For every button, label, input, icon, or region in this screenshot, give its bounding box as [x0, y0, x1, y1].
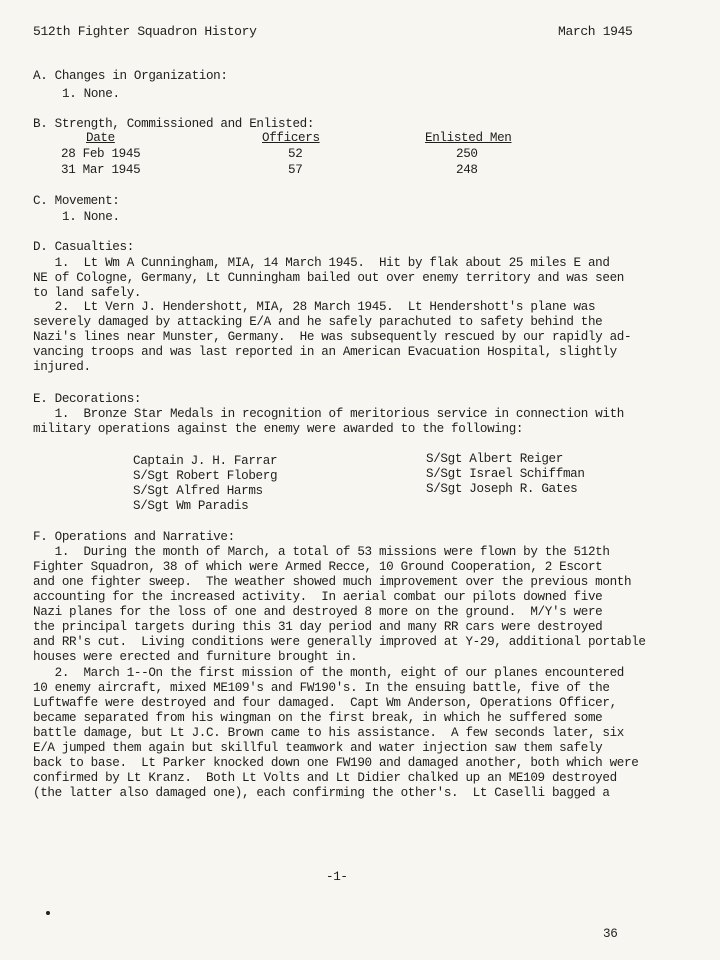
narrative-text-line: and RR's cut. Living conditions were generally improved at Y-29, additional portable	[33, 635, 646, 649]
casualty-text-line: injured.	[33, 360, 91, 374]
narrative-text-line: became separated from his wingman on the first break, in which he suffered some	[33, 711, 603, 725]
narrative-text-line: Fighter Squadron, 38 of which were Armed Recce, 10 Ground Cooperation, 2 Escort	[33, 560, 603, 574]
narrative-text-line: battle damage, but Lt J.C. Brown came to his assistance. A few seconds later, six	[33, 726, 625, 740]
narrative-text-line: E/A jumped them again but skillful teamwork and water injection saw them safely	[33, 741, 603, 755]
narrative-text-line: 2. March 1--On the first mission of the month, eight of our planes encountered	[33, 666, 625, 680]
section-d-heading: D. Casualties:	[33, 240, 134, 254]
strength-row-officers: 52	[288, 147, 303, 161]
section-a-item: 1. None.	[62, 87, 120, 101]
narrative-text-line: back to base. Lt Parker knocked down one FW190 and damaged another, both which were	[33, 756, 639, 770]
narrative-text-line: the principal targets during this 31 day period and many RR cars were destroyed	[33, 620, 603, 634]
casualty-text-line: 1. Lt Wm A Cunningham, MIA, 14 March 1945. Hit by flak about 25 miles E and	[33, 256, 610, 270]
strength-row-officers: 57	[288, 163, 303, 177]
narrative-text-line: 10 enemy aircraft, mixed ME109's and FW190's. In the ensuing battle, five of the	[33, 681, 610, 695]
narrative-text-line: houses were erected and furniture brought in.	[33, 650, 358, 664]
section-b-heading: B. Strength, Commissioned and Enlisted:	[33, 117, 315, 131]
section-a-heading: A. Changes in Organization:	[33, 69, 228, 83]
recipient-name: S/Sgt Wm Paradis	[133, 499, 249, 513]
recipient-name: Captain J. H. Farrar	[133, 454, 278, 468]
casualty-text-line: NE of Cologne, Germany, Lt Cunningham bailed out over enemy territory and was seen	[33, 271, 625, 285]
casualty-text-line: vancing troops and was last reported in an American Evacuation Hospital, slightly	[33, 345, 617, 359]
page-number: 36	[603, 927, 618, 941]
casualty-text-line: 2. Lt Vern J. Hendershott, MIA, 28 March 1945. Lt Hendershott's plane was	[33, 300, 596, 314]
decorations-text-line: 1. Bronze Star Medals in recognition of meritorious service in connection with	[33, 407, 625, 421]
casualty-text-line: to land safely.	[33, 286, 142, 300]
ink-mark	[46, 911, 50, 915]
document-title: 512th Fighter Squadron History	[33, 24, 257, 39]
document-date: March 1945	[558, 24, 633, 39]
narrative-text-line: Luftwaffe were destroyed and four damaged. Capt Wm Anderson, Operations Officer,	[33, 696, 617, 710]
recipient-name: S/Sgt Israel Schiffman	[426, 467, 585, 481]
section-c-item: 1. None.	[62, 210, 120, 224]
section-e-heading: E. Decorations:	[33, 392, 142, 406]
decorations-text-line: military operations against the enemy were awarded to the following:	[33, 422, 524, 436]
strength-column-date: Date	[86, 131, 115, 145]
recipient-name: S/Sgt Albert Reiger	[426, 452, 563, 466]
strength-row-date: 28 Feb 1945	[61, 147, 141, 161]
narrative-text-line: accounting for the increased activity. In aerial combat our pilots downed five	[33, 590, 603, 604]
narrative-text-line: (the latter also damaged one), each confirming the other's. Lt Caselli bagged a	[33, 786, 610, 800]
narrative-text-line: and one fighter sweep. The weather showed much improvement over the previous month	[33, 575, 632, 589]
narrative-text-line: 1. During the month of March, a total of 53 missions were flown by the 512th	[33, 545, 610, 559]
strength-row-enlisted: 248	[456, 163, 478, 177]
narrative-text-line: confirmed by Lt Kranz. Both Lt Volts and Lt Didier chalked up an ME109 destroyed	[33, 771, 617, 785]
recipient-name: S/Sgt Alfred Harms	[133, 484, 263, 498]
casualty-text-line: Nazi's lines near Munster, Germany. He was subsequently rescued by our rapidly ad-	[33, 330, 632, 344]
page-marker: -1-	[326, 870, 348, 884]
strength-column-officers: Officers	[262, 131, 320, 145]
section-c-heading: C. Movement:	[33, 194, 120, 208]
strength-row-date: 31 Mar 1945	[61, 163, 141, 177]
strength-row-enlisted: 250	[456, 147, 478, 161]
narrative-text-line: Nazi planes for the loss of one and destroyed 8 more on the ground. M/Y's were	[33, 605, 603, 619]
recipient-name: S/Sgt Robert Floberg	[133, 469, 278, 483]
section-f-heading: F. Operations and Narrative:	[33, 530, 235, 544]
casualty-text-line: severely damaged by attacking E/A and he safely parachuted to safety behind the	[33, 315, 603, 329]
strength-column-enlisted: Enlisted Men	[425, 131, 512, 145]
recipient-name: S/Sgt Joseph R. Gates	[426, 482, 578, 496]
